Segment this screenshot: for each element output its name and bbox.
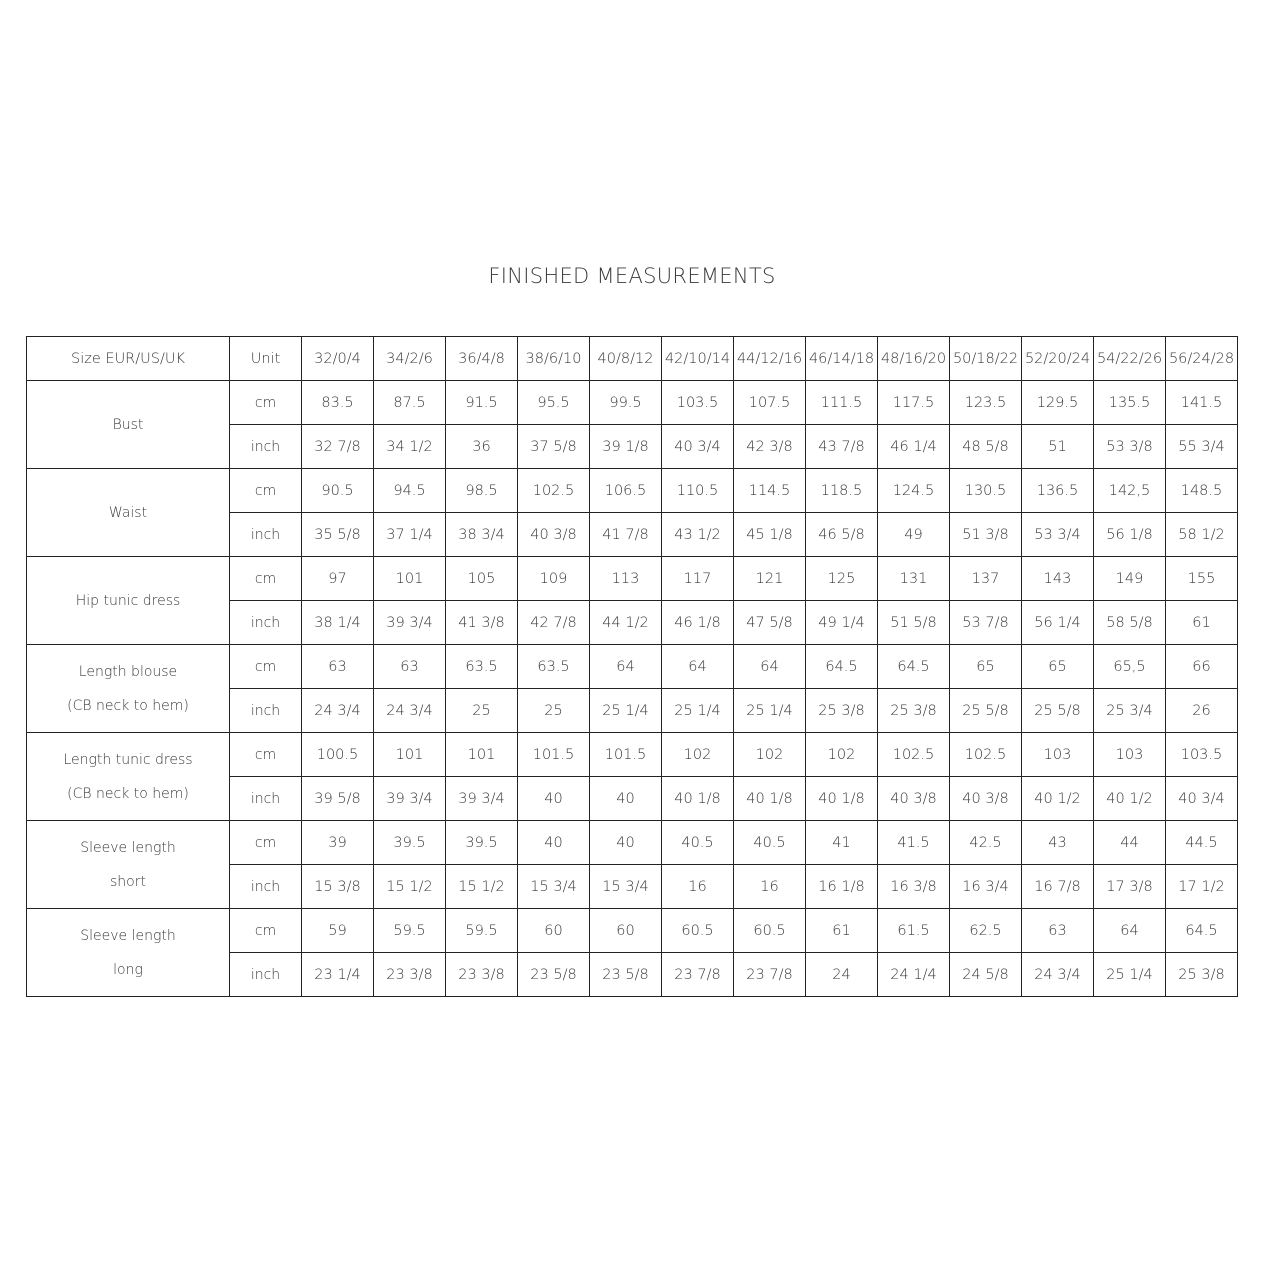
value-cell: 137	[950, 557, 1022, 601]
unit-cell: inch	[230, 953, 302, 997]
value-cell: 24 1/4	[878, 953, 950, 997]
value-cell: 142,5	[1094, 469, 1166, 513]
value-cell: 38 3/4	[446, 513, 518, 557]
value-cell: 135.5	[1094, 381, 1166, 425]
value-cell: 40 1/8	[806, 777, 878, 821]
value-cell: 59.5	[374, 909, 446, 953]
value-cell: 49	[878, 513, 950, 557]
unit-cell: inch	[230, 513, 302, 557]
value-cell: 25 1/4	[590, 689, 662, 733]
value-cell: 41.5	[878, 821, 950, 865]
value-cell: 63	[374, 645, 446, 689]
value-cell: 39	[302, 821, 374, 865]
value-cell: 124.5	[878, 469, 950, 513]
value-cell: 65	[950, 645, 1022, 689]
unit-cell: inch	[230, 865, 302, 909]
value-cell: 102.5	[950, 733, 1022, 777]
value-cell: 42 7/8	[518, 601, 590, 645]
value-cell: 38 1/4	[302, 601, 374, 645]
value-cell: 34 1/2	[374, 425, 446, 469]
size-header-cell: 36/4/8	[446, 337, 518, 381]
value-cell: 40 3/8	[878, 777, 950, 821]
value-cell: 25 1/4	[1094, 953, 1166, 997]
measurement-label-line: Sleeve length	[80, 839, 176, 856]
value-cell: 87.5	[374, 381, 446, 425]
value-cell: 46 5/8	[806, 513, 878, 557]
value-cell: 36	[446, 425, 518, 469]
value-cell: 53 3/4	[1022, 513, 1094, 557]
value-cell: 114.5	[734, 469, 806, 513]
value-cell: 39 1/8	[590, 425, 662, 469]
value-cell: 123.5	[950, 381, 1022, 425]
value-cell: 65,5	[1094, 645, 1166, 689]
value-cell: 40	[590, 821, 662, 865]
value-cell: 25	[446, 689, 518, 733]
value-cell: 24 3/4	[374, 689, 446, 733]
measurement-label-cell	[27, 645, 230, 733]
value-cell: 109	[518, 557, 590, 601]
value-cell: 25 3/4	[1094, 689, 1166, 733]
measurement-label-cell	[27, 381, 230, 469]
value-cell: 53 3/8	[1094, 425, 1166, 469]
value-cell: 41	[806, 821, 878, 865]
value-cell: 40.5	[662, 821, 734, 865]
value-cell: 91.5	[446, 381, 518, 425]
size-header-cell: 42/10/14	[662, 337, 734, 381]
value-cell: 60	[518, 909, 590, 953]
value-cell: 25	[518, 689, 590, 733]
measurements-table-body	[27, 337, 1238, 997]
table-row	[27, 909, 1238, 953]
value-cell: 39.5	[374, 821, 446, 865]
value-cell: 37 5/8	[518, 425, 590, 469]
value-cell: 107.5	[734, 381, 806, 425]
table-row	[27, 469, 1238, 513]
value-cell: 131	[878, 557, 950, 601]
value-cell: 51 3/8	[950, 513, 1022, 557]
table-row	[27, 821, 1238, 865]
unit-cell: cm	[230, 557, 302, 601]
value-cell: 99.5	[590, 381, 662, 425]
value-cell: 102.5	[878, 733, 950, 777]
value-cell: 129.5	[1022, 381, 1094, 425]
size-header-cell: 56/24/28	[1166, 337, 1238, 381]
value-cell: 39 5/8	[302, 777, 374, 821]
value-cell: 39 3/4	[374, 601, 446, 645]
value-cell: 63.5	[446, 645, 518, 689]
size-header-cell: Size EUR/US/UK	[27, 337, 230, 381]
unit-header-cell: Unit	[230, 337, 302, 381]
value-cell: 44 1/2	[590, 601, 662, 645]
value-cell: 98.5	[446, 469, 518, 513]
size-header-cell: 54/22/26	[1094, 337, 1166, 381]
value-cell: 40 3/4	[1166, 777, 1238, 821]
value-cell: 117	[662, 557, 734, 601]
value-cell: 40	[518, 821, 590, 865]
value-cell: 61	[1166, 601, 1238, 645]
value-cell: 16 3/4	[950, 865, 1022, 909]
value-cell: 58 5/8	[1094, 601, 1166, 645]
value-cell: 143	[1022, 557, 1094, 601]
value-cell: 23 3/8	[446, 953, 518, 997]
value-cell: 61	[806, 909, 878, 953]
measurement-label-line: Waist	[108, 504, 148, 521]
value-cell: 55 3/4	[1166, 425, 1238, 469]
value-cell: 102	[734, 733, 806, 777]
value-cell: 25 3/8	[806, 689, 878, 733]
value-cell: 102	[806, 733, 878, 777]
value-cell: 62.5	[950, 909, 1022, 953]
unit-cell: inch	[230, 425, 302, 469]
value-cell: 25 1/4	[734, 689, 806, 733]
value-cell: 40 3/4	[662, 425, 734, 469]
value-cell: 16	[734, 865, 806, 909]
value-cell: 41 3/8	[446, 601, 518, 645]
size-header-cell: 40/8/12	[590, 337, 662, 381]
value-cell: 43 7/8	[806, 425, 878, 469]
value-cell: 17 3/8	[1094, 865, 1166, 909]
value-cell: 23 7/8	[734, 953, 806, 997]
value-cell: 53 7/8	[950, 601, 1022, 645]
value-cell: 63	[302, 645, 374, 689]
value-cell: 110.5	[662, 469, 734, 513]
value-cell: 103	[1094, 733, 1166, 777]
value-cell: 97	[302, 557, 374, 601]
value-cell: 101	[446, 733, 518, 777]
unit-cell: cm	[230, 909, 302, 953]
value-cell: 102	[662, 733, 734, 777]
value-cell: 40 1/2	[1094, 777, 1166, 821]
unit-cell: cm	[230, 821, 302, 865]
value-cell: 149	[1094, 557, 1166, 601]
value-cell: 40 1/8	[734, 777, 806, 821]
size-header-cell: 32/0/4	[302, 337, 374, 381]
value-cell: 25 3/8	[878, 689, 950, 733]
value-cell: 103.5	[662, 381, 734, 425]
value-cell: 64	[1094, 909, 1166, 953]
value-cell: 35 5/8	[302, 513, 374, 557]
table-row	[27, 733, 1238, 777]
value-cell: 105	[446, 557, 518, 601]
value-cell: 44.5	[1166, 821, 1238, 865]
value-cell: 113	[590, 557, 662, 601]
value-cell: 15 1/2	[374, 865, 446, 909]
size-header-cell: 44/12/16	[734, 337, 806, 381]
value-cell: 111.5	[806, 381, 878, 425]
value-cell: 63	[1022, 909, 1094, 953]
value-cell: 48 5/8	[950, 425, 1022, 469]
value-cell: 95.5	[518, 381, 590, 425]
value-cell: 40 3/8	[950, 777, 1022, 821]
measurement-label-line: short	[110, 873, 146, 890]
size-header-cell: 52/20/24	[1022, 337, 1094, 381]
value-cell: 102.5	[518, 469, 590, 513]
value-cell: 59	[302, 909, 374, 953]
measurement-label-cell	[27, 909, 230, 997]
value-cell: 155	[1166, 557, 1238, 601]
value-cell: 60.5	[734, 909, 806, 953]
measurement-label-line: (CB neck to hem)	[67, 785, 189, 802]
value-cell: 101.5	[590, 733, 662, 777]
value-cell: 66	[1166, 645, 1238, 689]
value-cell: 24	[806, 953, 878, 997]
measurement-label-line: Hip tunic dress	[75, 592, 181, 609]
value-cell: 56 1/4	[1022, 601, 1094, 645]
value-cell: 37 1/4	[374, 513, 446, 557]
unit-cell: cm	[230, 469, 302, 513]
table-row	[27, 557, 1238, 601]
measurement-label-line: Length blouse	[78, 663, 178, 680]
value-cell: 43	[1022, 821, 1094, 865]
value-cell: 15 1/2	[446, 865, 518, 909]
value-cell: 49 1/4	[806, 601, 878, 645]
value-cell: 64	[734, 645, 806, 689]
value-cell: 148.5	[1166, 469, 1238, 513]
table-row	[27, 381, 1238, 425]
value-cell: 94.5	[374, 469, 446, 513]
unit-cell: cm	[230, 381, 302, 425]
value-cell: 136.5	[1022, 469, 1094, 513]
value-cell: 15 3/4	[590, 865, 662, 909]
value-cell: 101	[374, 557, 446, 601]
value-cell: 59.5	[446, 909, 518, 953]
measurement-label-cell	[27, 469, 230, 557]
value-cell: 121	[734, 557, 806, 601]
value-cell: 58 1/2	[1166, 513, 1238, 557]
measurement-label-line: Bust	[112, 416, 144, 433]
measurement-label-line: (CB neck to hem)	[67, 697, 189, 714]
measurement-label-cell	[27, 821, 230, 909]
size-header-cell: 38/6/10	[518, 337, 590, 381]
value-cell: 23 3/8	[374, 953, 446, 997]
measurement-label-cell	[27, 557, 230, 645]
unit-cell: cm	[230, 733, 302, 777]
value-cell: 42 3/8	[734, 425, 806, 469]
value-cell: 23 5/8	[518, 953, 590, 997]
value-cell: 40	[518, 777, 590, 821]
unit-cell: cm	[230, 645, 302, 689]
size-header-cell: 46/14/18	[806, 337, 878, 381]
value-cell: 63.5	[518, 645, 590, 689]
value-cell: 43 1/2	[662, 513, 734, 557]
value-cell: 40.5	[734, 821, 806, 865]
value-cell: 24 3/4	[1022, 953, 1094, 997]
value-cell: 25 3/8	[1166, 953, 1238, 997]
value-cell: 64	[662, 645, 734, 689]
value-cell: 141.5	[1166, 381, 1238, 425]
value-cell: 16 7/8	[1022, 865, 1094, 909]
value-cell: 16	[662, 865, 734, 909]
value-cell: 101	[374, 733, 446, 777]
page-title: FINISHED MEASUREMENTS	[488, 264, 776, 288]
value-cell: 118.5	[806, 469, 878, 513]
value-cell: 130.5	[950, 469, 1022, 513]
value-cell: 56 1/8	[1094, 513, 1166, 557]
size-header-cell: 34/2/6	[374, 337, 446, 381]
value-cell: 83.5	[302, 381, 374, 425]
table-header-row	[27, 337, 1238, 381]
value-cell: 23 7/8	[662, 953, 734, 997]
value-cell: 103.5	[1166, 733, 1238, 777]
unit-cell: inch	[230, 601, 302, 645]
value-cell: 64.5	[806, 645, 878, 689]
value-cell: 24 5/8	[950, 953, 1022, 997]
value-cell: 101.5	[518, 733, 590, 777]
measurement-label-line: Length tunic dress	[63, 751, 193, 768]
value-cell: 65	[1022, 645, 1094, 689]
unit-cell: inch	[230, 689, 302, 733]
value-cell: 39.5	[446, 821, 518, 865]
value-cell: 64	[590, 645, 662, 689]
value-cell: 40 3/8	[518, 513, 590, 557]
value-cell: 61.5	[878, 909, 950, 953]
value-cell: 60.5	[662, 909, 734, 953]
value-cell: 40	[590, 777, 662, 821]
size-header-cell: 48/16/20	[878, 337, 950, 381]
value-cell: 15 3/8	[302, 865, 374, 909]
value-cell: 39 3/4	[374, 777, 446, 821]
value-cell: 45 1/8	[734, 513, 806, 557]
value-cell: 106.5	[590, 469, 662, 513]
value-cell: 40 1/2	[1022, 777, 1094, 821]
measurement-label-line: Sleeve length	[80, 927, 176, 944]
value-cell: 46 1/8	[662, 601, 734, 645]
value-cell: 47 5/8	[734, 601, 806, 645]
value-cell: 103	[1022, 733, 1094, 777]
value-cell: 60	[590, 909, 662, 953]
value-cell: 25 5/8	[950, 689, 1022, 733]
value-cell: 125	[806, 557, 878, 601]
value-cell: 41 7/8	[590, 513, 662, 557]
value-cell: 42.5	[950, 821, 1022, 865]
value-cell: 64.5	[878, 645, 950, 689]
value-cell: 26	[1166, 689, 1238, 733]
value-cell: 32 7/8	[302, 425, 374, 469]
value-cell: 16 1/8	[806, 865, 878, 909]
value-cell: 100.5	[302, 733, 374, 777]
value-cell: 90.5	[302, 469, 374, 513]
table-row	[27, 645, 1238, 689]
value-cell: 40 1/8	[662, 777, 734, 821]
size-header-cell: 50/18/22	[950, 337, 1022, 381]
measurements-table	[26, 336, 1238, 997]
value-cell: 46 1/4	[878, 425, 950, 469]
value-cell: 117.5	[878, 381, 950, 425]
value-cell: 24 3/4	[302, 689, 374, 733]
value-cell: 44	[1094, 821, 1166, 865]
value-cell: 51 5/8	[878, 601, 950, 645]
measurement-label-line: long	[113, 961, 143, 978]
value-cell: 17 1/2	[1166, 865, 1238, 909]
value-cell: 39 3/4	[446, 777, 518, 821]
value-cell: 64.5	[1166, 909, 1238, 953]
measurement-label-cell	[27, 733, 230, 821]
value-cell: 15 3/4	[518, 865, 590, 909]
value-cell: 16 3/8	[878, 865, 950, 909]
value-cell: 23 5/8	[590, 953, 662, 997]
value-cell: 23 1/4	[302, 953, 374, 997]
unit-cell: inch	[230, 777, 302, 821]
value-cell: 25 1/4	[662, 689, 734, 733]
value-cell: 25 5/8	[1022, 689, 1094, 733]
value-cell: 51	[1022, 425, 1094, 469]
